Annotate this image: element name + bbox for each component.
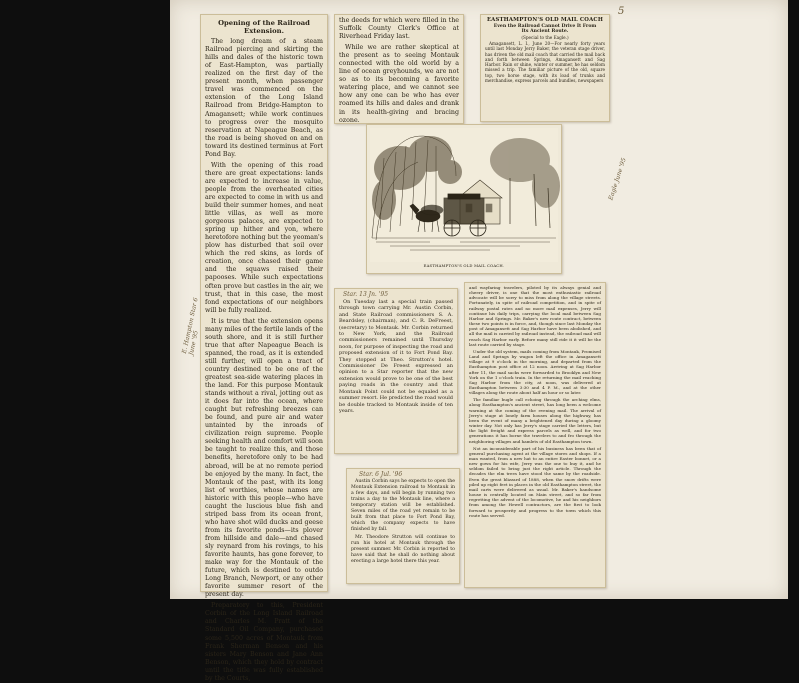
article-corbin-montauk-extension xyxy=(346,468,460,584)
article-paragraph: It is true that the extension opens many miles of the fertile lands of the south shore, and it is still further true that after Napeague Beach is spanned, the road, as it is extended still further, will open a tract of country destined to be one of the greatest sea-side watering places in the land. For this purpose Montauk stands without a rival, jotting out as it does far into the ocean, where caught but refreshing breezes can be found, and pure air and water untainted by the inroads of civilization reign supreme. People seeking health and comfort will soon be taught to realize this, and those benefits, heretofore only to be had abroad, will be at no remote period be enjoyed by the many. In fact, the Montauk of the past, with its long list of worthies, whose names are historic with this people—who have caught the luscious blue fish and striped bass from its ocean front, who have shot wild ducks and geese from its favorite ponds—its plover from hillside and dale—and chased sly reynard from his rovings, to his favorite haunts, has gone forever, to make way for the Montauk of the future, which is destined to outdo Long Branch, Newport, or any other favorite summer resort of the present day. xyxy=(205,317,323,599)
article-paragraph: the deeds for which were filled in the Suffolk County Clerk's Office at Riverhead Friday last. xyxy=(339,17,459,41)
article-paragraph: Mr. Theodore Strutton will continue to run his hotel at Montauk through the present summer. Mr. Corbin is reported to have said that he shall do nothing about erecting a large hotel there this year. xyxy=(351,535,455,564)
article-railroad-extension xyxy=(200,14,328,682)
handwritten-date: Star. 13 Jn. '95 xyxy=(343,291,389,298)
article-dateline: (Special to the Eagle.) xyxy=(521,35,569,40)
article-subtitle: Even the Railroad Cannot Drive It From Its Ancient Route. xyxy=(493,24,597,34)
article-paragraph: Preparatory to this, President Corbin of the Long Island Railroad and Charles M. Pratt of the Standard Oil Company, purchased some 5,500 acres of Montauk from Frank Sherman Benson and his sisters Mary Benson and Jane Ann Benson, which they hold by contract until the title was fully established by the Courts, xyxy=(205,602,323,682)
engraving-illustration xyxy=(370,128,558,262)
article-paragraph: With the opening of this road there are great expectations: lands are expected to increase in value, people from the overheated cities are expected to come in with us and build their summer homes, and neat little villas, as well as more gorgeous palaces, are expected to spring up hither and yon, where heretofore nothing but the yeoman's plow has disturbed that soil over which the red skins, as lords of creation, once chased their game and the squaws raised their papooses. While such expectations often prove but castles in the air, we trust, that in this case, the most fond expectations of our neighbors will be fully realized. xyxy=(205,161,323,314)
article-railroad-extension-continued xyxy=(334,14,464,124)
article-paragraph: Not an inconsiderable part of his business has been that of general purchasing agent at the village stores and shops. If a man wanted, from a new hat to an entire Easter bonnet, or a new gown for his wife, Jerry was the one to buy it, and he seldom failed to bring just the right article. Through the decades the elm trees have stood the same by the roadside. Even the great blizzard of 1888, when the snow drifts were piled up eight feet in places in the old Easthampton street, the mail carts were delivered as usual. Mr. Baker's handsome house is centrally located on Main street, and so far from regretting the advent of the locomotive, he and his neighbors from among the Hewell contractors, are the first to look forward to prosperity and progress to the town which this route has served. xyxy=(469,445,601,518)
handwritten-date: Star. 6 Jul. '96 xyxy=(359,471,403,478)
article-title: EASTHAMPTON'S OLD MAIL COACH xyxy=(486,17,604,23)
article-title: Opening of the Railroad Extension. xyxy=(218,19,310,36)
engraving-caption: EASTHAMPTON'S OLD MAIL COACH. xyxy=(423,263,505,268)
margin-note-left: E. Hampton Star 6 June '95 xyxy=(180,297,200,356)
article-paragraph: Austin Corbin says he expects to open the Montauk Extension railroad to Montauk in a few days, and will begin by running two trains a day to the Montauk line, where a temporary station will be established. Seven miles of the road yet remain to be built from that place to Fort Pond Bay, which the company expects to have finished by fall. xyxy=(351,479,455,532)
scrapbook-page xyxy=(170,0,788,682)
article-special-train xyxy=(334,288,458,454)
article-mail-coach-continued xyxy=(464,282,606,588)
article-paragraph: and wayfaring travelers, piloted by its always genial and cheery driver, is one that the most enthusiastic railroad advocate will be sorry to miss from along the village streets. Fortunately, in spite of railroad competition, and in spite of railway postal rates and no more mail expenses, Jerry will continue his daily trips, carrying the local mail between Sag Harbor and Springs. Mr. Baker's new route contract, between these two points is in force, and, though since last Monday the post of Amagansett and Sag Harbor have been abolished, and all the mail is carried by railroad instead, the railroad mail will reach Sag Harbor early. Before many still ride it it will be the last route carried by stage. xyxy=(469,285,601,347)
page-number: 5 xyxy=(618,6,625,17)
margin-note-right: Eagle June '95 xyxy=(607,157,628,202)
article-paragraph: Under the old system, mails coming from Montauk, Promised Land and Springs by wagon left the office in Amagansett village at 9 o'clock in the morning, and departed from the Easthampton post office at 12 noon. Arriving at Sag Harbor after 11, the mail sacks were forwarded to Brooklyn and New York on the 1 o'clock train. In the returning the mail reaching Sag Harbor from the city, at noon, was delivered at Easthampton between 3:30 and 4 P. M., and at the other villages along the route about half an hour or so later. xyxy=(469,348,601,396)
article-paragraph: Amagansett, L. I., June 20—For nearly forty years until last Monday Jerry Baker, the veteran stage driver, has driven the old mail coach that carried the mail back and forth between Springs, Amagansett and Sag Harbor. Rain or shine, winter or summer, he has seldom missed a trip. The familiar picture of the old, square top, two horse stage, with its load of trunks and merchandise, express parcels and bundles, newspapers xyxy=(485,41,605,84)
article-paragraph: On Tuesday last a special train passed through town carrying Mr. Austin Corbin, and State Railroad commissioners S. A. Beardsley, (chairman), and C. R. DeFreest, (secretary) to Montauk. Mr. Corbin returned to New York, and the Railroad commissioners remained until Thursday noon, for purpose of inspecting the road and proposed extension of it to Fort Pond Bay. They stopped at Theo. Strutton's hotel. Commissioner De Freest expressed an opinion to a Star reporter that the new extension would prove to be one of the best paying roads in the country and that Montauk Point could not be equaled as a summer resort. He predicted the road would be double tracked to Montauk inside of ten years. xyxy=(339,299,453,414)
article-mail-coach xyxy=(480,14,610,122)
article-paragraph: The long dream of a steam Railroad piercing and skirting the hills and dales of the historic town of East-Hampton, was partially realized on the first day of the present month, when passenger travel was commenced on the extension of the Long Island Railroad from Bridge-Hampton to Amagansett; while work continues to progress over the mosquito reservation at Napeague Beach, as the road is being shoved on and on toward its destined terminus at Fort Pond Bay. xyxy=(205,38,323,158)
mail-coach-engraving xyxy=(366,124,562,274)
article-paragraph: While we are rather skeptical at the present as to seeing Montauk connected with the old world by a line of ocean greyhounds, we are not so as to its becoming a favorite watering place, and we cannot see how any one can be who has ever roamed its hills and dales and drank in its health-giving and bracing ozone. xyxy=(339,44,459,124)
article-paragraph: The familiar bugle call echoing through the arching elms, along Easthampton's ancient street, has long been a welcome warning at the coming of the evening mail. The arrival of Jerry's stage at lonely farm houses along the highway, has been the event of many a brightened day during a gloomy winter day. Not only has Jerry's stage carried the letters, but the light freight and express parcels as well, and for two generations it has borne the travelers to and fro through the neighboring villages and hamlets of old Easthampton town. xyxy=(469,397,601,444)
